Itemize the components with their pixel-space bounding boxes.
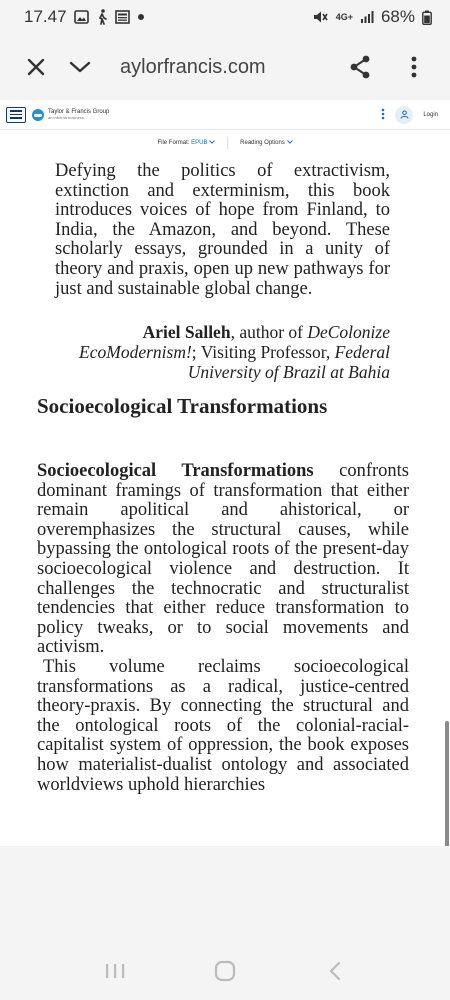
home-icon[interactable] [205,951,245,991]
back-icon[interactable] [315,951,355,991]
description-paragraph-1 [37,462,409,658]
description-text [37,462,409,795]
description-paragraph-2: This volume reclaims socioecological transformations as a radical, justice-centred theory-praxis. By connecting the structural and the ontological roots of the colonial-racial-capitalist system of oppression, the book exposes how materialist-dualist ontology and associated worldviews uphold hierarchies [37,656,409,795]
signal-icon [360,10,374,24]
paragraph-book-title: Socioecological Transformations [37,461,314,481]
section-title: Socioecological Transformations [37,394,328,418]
site-menu-icon[interactable] [381,107,385,123]
status-time: 17.47 [24,7,67,26]
attribution-book: DeColonize EcoModernism! [79,322,390,362]
close-icon[interactable] [18,49,54,85]
news-icon [115,10,130,24]
file-format-value: EPUB [191,140,208,146]
mute-icon [313,10,329,24]
more-options-icon[interactable] [396,49,432,85]
file-format-label: File Format: [157,140,190,146]
menu-icon[interactable] [6,107,26,123]
status-bar [0,0,450,34]
reading-options-dropdown[interactable] [240,140,292,146]
attribution-institution: Federal University of Brazil at Bahia [187,342,390,382]
chevron-down-icon [287,140,293,146]
chevron-down-icon [209,140,215,146]
attribution-role: ; Visiting Professor, [191,342,335,362]
file-format-dropdown[interactable] [157,140,215,146]
walking-icon [96,9,108,25]
battery-percent: 68% [380,7,415,26]
recent-apps-icon[interactable] [95,951,135,991]
scrollbar-thumb[interactable] [445,721,449,846]
paragraph-1-text: confronts dominant framings of transformation that either remain apolitical and ahistorical, or overemphasizes the structural causes, while bypassing the ontological roots of the present-day socioecological violence and destruction. It challenges the technocratic and structuralist tendencies that either reduce transformation to policy tweaks, or to social movements and activism. [37,461,409,658]
site-header [0,100,450,130]
book-content[interactable] [0,156,450,846]
taylor-francis-logo-icon [32,109,44,121]
endorsement-attribution [55,322,390,382]
share-icon[interactable] [342,49,378,85]
browser-toolbar [0,34,450,100]
gallery-icon [74,10,89,24]
brand-name: Taylor & Francis Group [48,109,110,115]
user-icon[interactable] [395,106,413,124]
attribution-name: Ariel Salleh [142,322,231,342]
brand-logo[interactable] [32,109,109,121]
network-type-label: 4G+ [335,12,353,22]
reading-options-label: Reading Options [240,140,285,146]
attribution-separator: , author of [230,322,308,342]
login-link[interactable]: Login [423,111,438,118]
toolbar-divider [227,137,228,149]
reader-toolbar [0,130,450,156]
endorsement-quote: Defying the politics of extractivism, extinction and exterminism, this book introduces voices of hope from Finland, to India, the Amazon, and beyond. These scholarly essays, grounded in a unity of theory and praxis, open up new pathways for just and sustainable global change. [55,161,390,299]
battery-icon [422,10,432,25]
system-navigation-bar [0,942,450,1000]
brand-subtitle: an informa business [48,115,84,120]
chevron-down-icon[interactable] [62,49,98,85]
url-bar[interactable]: aylorfrancis.com [120,55,266,78]
notification-dot-icon [137,13,145,21]
